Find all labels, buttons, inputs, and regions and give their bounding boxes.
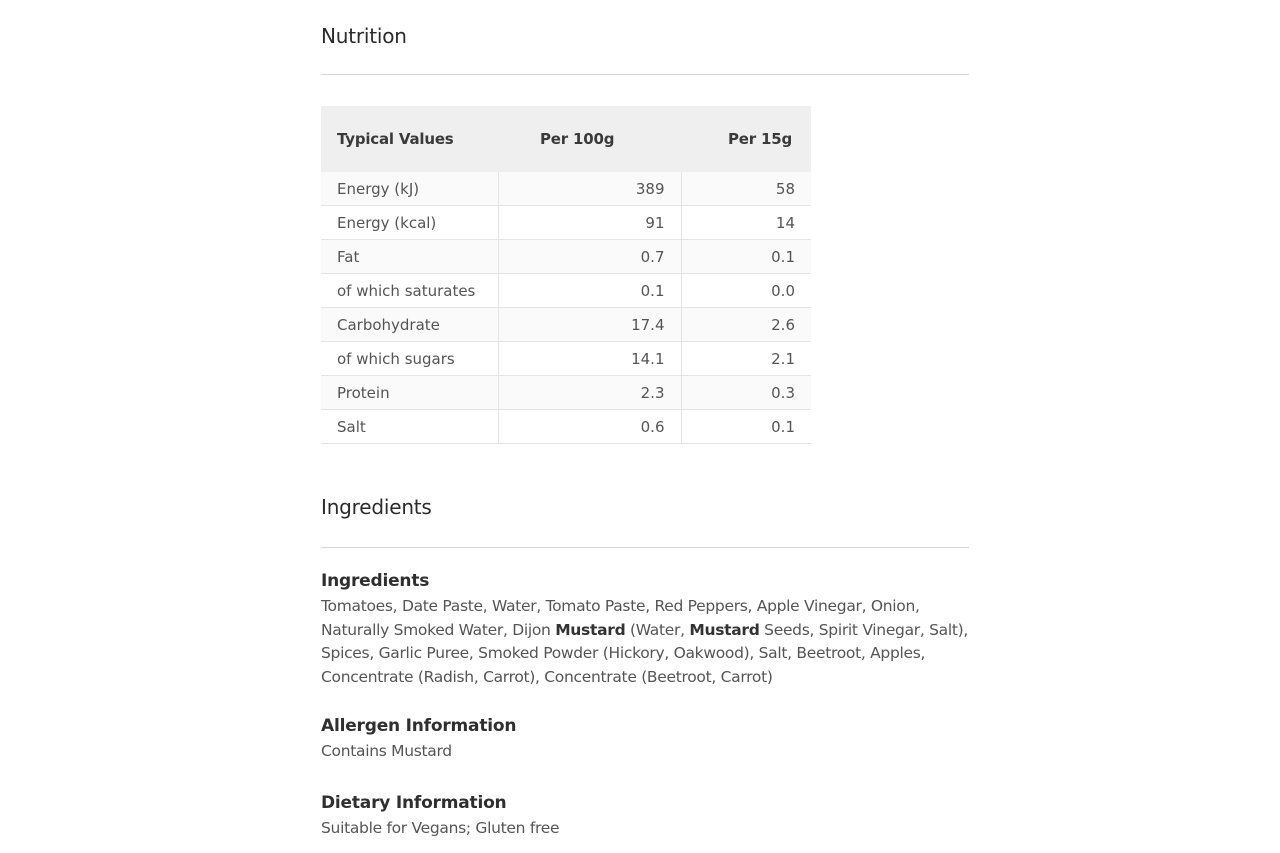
value-per-100g: 91 <box>498 206 681 240</box>
dietary-heading: Dietary Information <box>321 793 507 813</box>
ingredients-text <box>321 595 969 689</box>
value-per-100g: 17.4 <box>498 308 681 342</box>
nutrient-name: Salt <box>321 410 498 444</box>
value-per-100g: 14.1 <box>498 342 681 376</box>
value-per-15g: 2.6 <box>681 308 811 342</box>
ingredients-block <box>321 571 969 689</box>
value-per-15g: 0.1 <box>681 410 811 444</box>
table-row <box>321 206 811 240</box>
column-header-per-100g: Per 100g <box>498 106 681 172</box>
nutrient-name: Protein <box>321 376 498 410</box>
value-per-15g: 0.0 <box>681 274 811 308</box>
nutrition-divider <box>321 74 969 75</box>
dietary-block <box>321 793 969 841</box>
table-row <box>321 342 811 376</box>
nutrient-name: of which saturates <box>321 274 498 308</box>
column-header-typical-values: Typical Values <box>321 106 498 172</box>
nutrient-name: Energy (kcal) <box>321 206 498 240</box>
allergen-text: Contains Mustard <box>321 742 452 760</box>
allergen-heading: Allergen Information <box>321 716 517 736</box>
allergen-highlight: Mustard <box>689 620 760 639</box>
nutrient-name: Energy (kJ) <box>321 172 498 206</box>
ingredients-divider <box>321 547 969 548</box>
value-per-15g: 14 <box>681 206 811 240</box>
value-per-100g: 0.6 <box>498 410 681 444</box>
ingredients-heading: Ingredients <box>321 571 430 591</box>
table-row <box>321 274 811 308</box>
ingredients-text-part: Tomatoes, Date Paste, Water, Tomato Paste, Red Peppers, Apple Vinegar, Onion, Naturally Smoked Water, Dijon <box>321 597 920 639</box>
ingredients-text-part: (Water, <box>625 620 690 639</box>
value-per-15g: 0.1 <box>681 240 811 274</box>
value-per-100g: 389 <box>498 172 681 206</box>
table-row <box>321 410 811 444</box>
value-per-15g: 0.3 <box>681 376 811 410</box>
allergen-block <box>321 716 969 764</box>
table-row <box>321 240 811 274</box>
nutrition-table <box>321 106 811 444</box>
table-row <box>321 308 811 342</box>
value-per-100g: 2.3 <box>498 376 681 410</box>
column-header-per-15g: Per 15g <box>681 106 811 172</box>
nutrition-section-title: Nutrition <box>321 24 407 48</box>
value-per-15g: 2.1 <box>681 342 811 376</box>
table-row <box>321 376 811 410</box>
nutrient-name: Carbohydrate <box>321 308 498 342</box>
allergen-highlight: Mustard <box>555 620 626 639</box>
value-per-100g: 0.7 <box>498 240 681 274</box>
value-per-15g: 58 <box>681 172 811 206</box>
ingredients-text-part: Seeds, Spirit Vinegar, Salt), Spices, Garlic Puree, Smoked Powder (Hickory, Oakwood), Salt, Beetroot, Apples, Concentrate (Radish, Carrot), Concentrate (Beetroot, Carrot) <box>321 620 969 686</box>
nutrient-name: Fat <box>321 240 498 274</box>
value-per-100g: 0.1 <box>498 274 681 308</box>
nutrition-table-header-row <box>321 106 811 172</box>
nutrient-name: of which sugars <box>321 342 498 376</box>
table-row <box>321 172 811 206</box>
dietary-text: Suitable for Vegans; Gluten free <box>321 819 560 837</box>
ingredients-section-title: Ingredients <box>321 495 432 519</box>
